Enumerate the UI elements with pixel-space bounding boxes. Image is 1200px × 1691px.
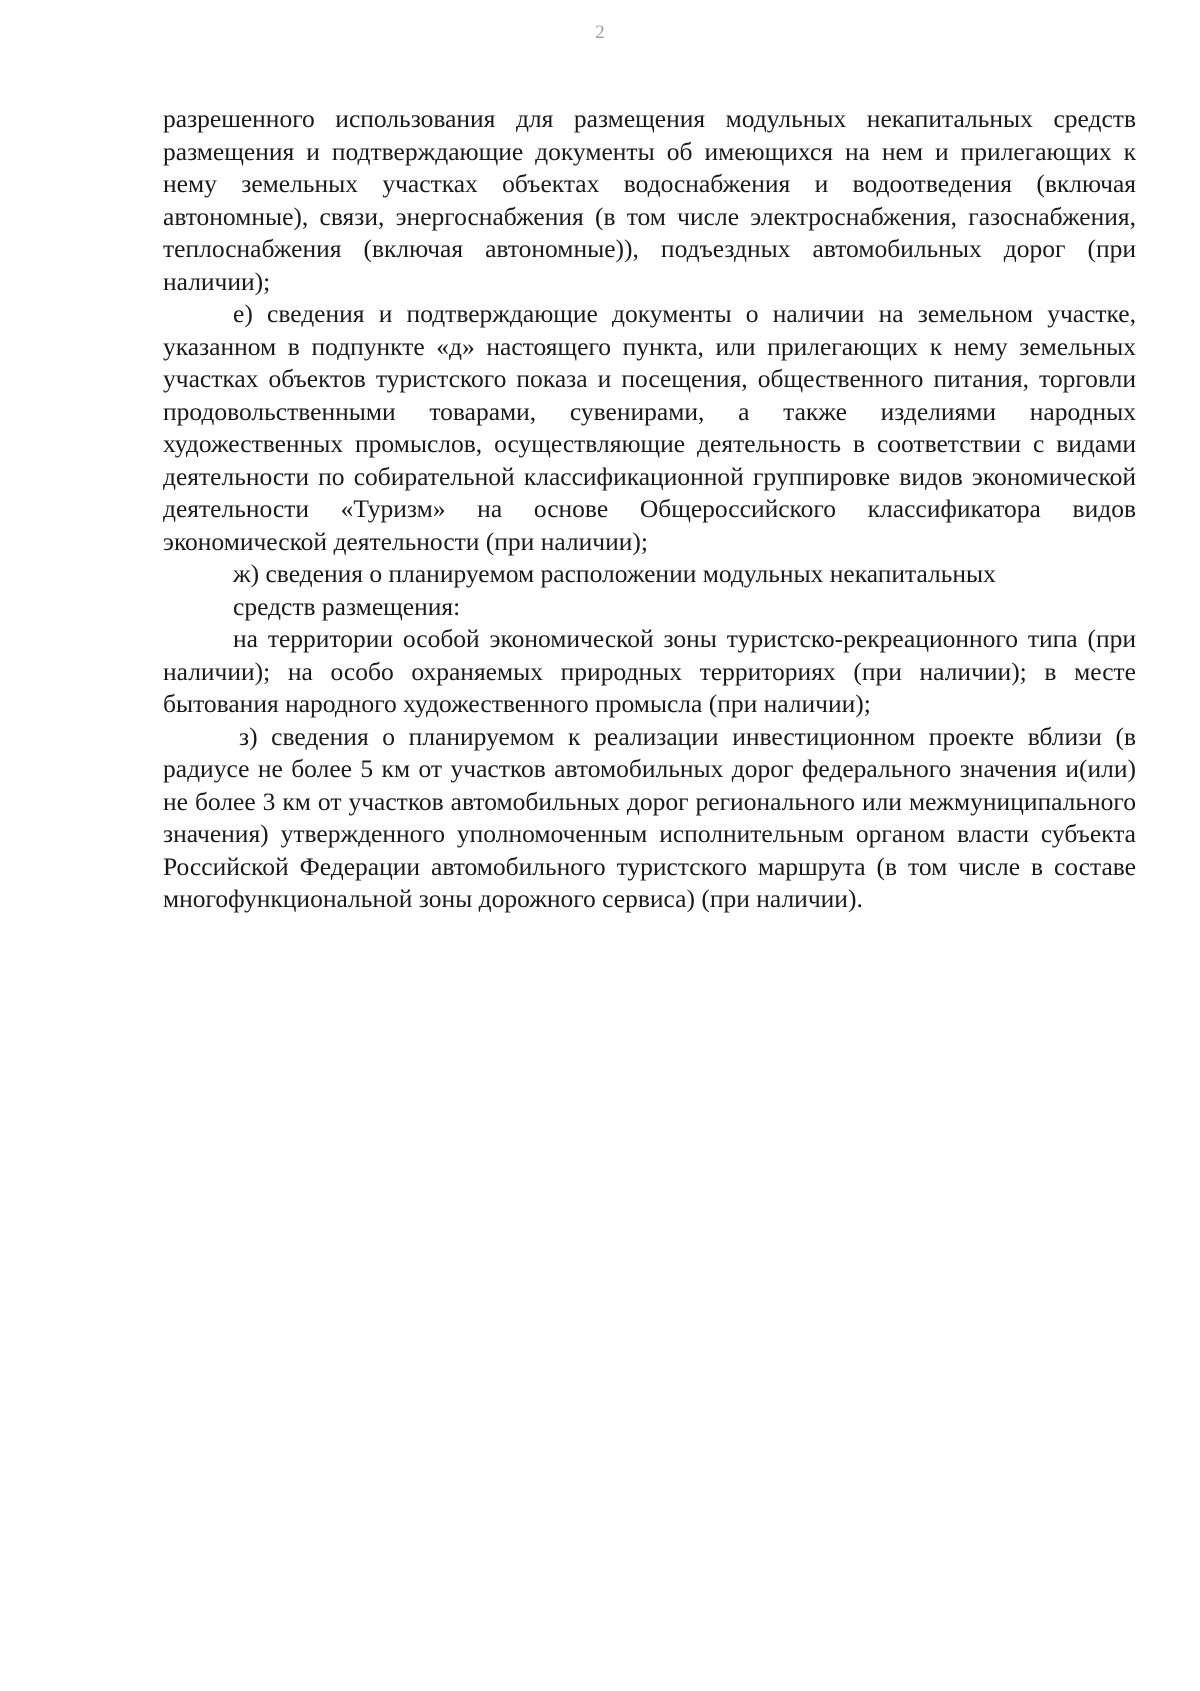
paragraph-item-zh-heading: ж) сведения о планируемом расположении модульных некапитальных xyxy=(233,559,996,588)
paragraph-item-zh-subheading: средств размещения: xyxy=(233,591,461,621)
page-number: 2 xyxy=(595,22,605,43)
paragraph-item-e: е) сведения и подтверждающие документы о наличии на земельном участке, указанном в подпункте «д» настоящего пункта, или прилегающих к нему земельных участках объектов туристского показа и посещения, общественного питания, торговли продовольственными товарами, сувенирами, а также изделиями народных художественных промыслов, осуществляющие деятельность в соответствии с видами деятельности по собирательной классификационной группировке видов экономической деятельности «Туризм» на основе Общероссийского классификатора видов экономической деятельности (при наличии); xyxy=(163,299,1136,556)
paragraph-item-z: з) сведения о планируемом к реализации инвестиционном проекте вблизи (в радиусе не более 5 км от участков автомобильных дорог федерального значения и(или) не более 3 км от участков автомобильных дорог регионального или межмуниципального значения) утвержденного уполномоченным исполнительным органом власти субъекта Российской Федерации автомобильного туристского маршрута (в том числе в составе многофункциональной зоны дорожного сервиса) (при наличии). xyxy=(163,721,1136,913)
paragraph-item-zh-body: на территории особой экономической зоны туристско-рекреационного типа (при наличии); на особо охраняемых природных территориях (при наличии); в месте бытования народного художественного промысла (при наличии); xyxy=(163,624,1136,718)
document-body xyxy=(163,103,1136,916)
paragraph-continuation: разрешенного использования для размещения модульных некапитальных средств размещения и подтверждающие документы об имеющихся на нем и прилегающих к нему земельных участках объектах водоснабжения и водоотведения (включая автономные), связи, энергоснабжения (в том числе электроснабжения, газоснабжения, теплоснабжения (включая автономные)), подъездных автомобильных дорог (при наличии); xyxy=(163,104,1136,296)
